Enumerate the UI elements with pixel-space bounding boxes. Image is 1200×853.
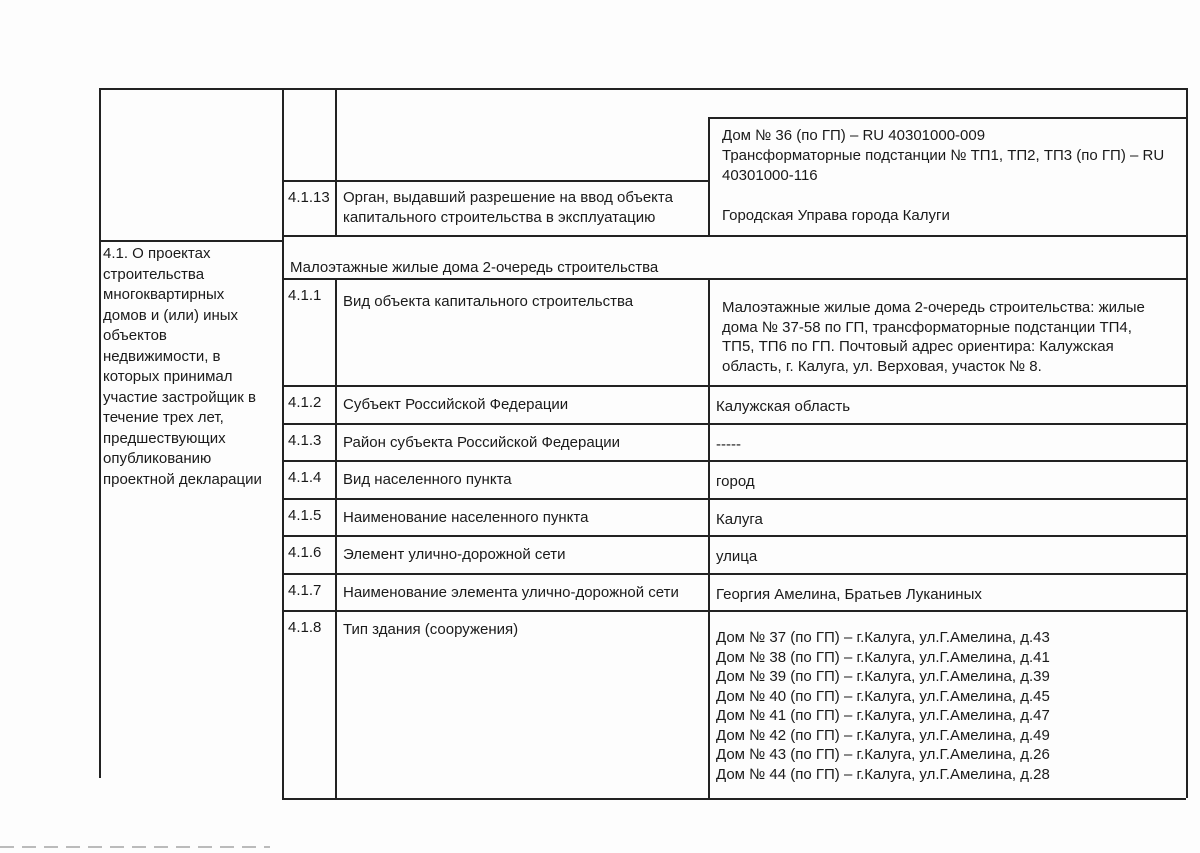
permit-line: 40301000-116 <box>722 167 818 184</box>
row-label: Наименование элемента улично-дорожной сети <box>343 584 679 601</box>
table-border <box>335 88 337 235</box>
row-number: 4.1.5 <box>288 507 322 524</box>
row-value: Дом № 38 (по ГП) – г.Калуга, ул.Г.Амелина, д.41 <box>716 648 1050 666</box>
table-border <box>282 385 1186 387</box>
table-border <box>282 573 1186 575</box>
row-label: Район субъекта Российской Федерации <box>343 434 621 451</box>
row-value: Калужская область <box>716 398 851 415</box>
row-value: улица <box>716 548 758 565</box>
row-label: Тип здания (сооружения) <box>343 621 519 638</box>
table-border <box>282 423 1186 425</box>
table-border <box>708 117 1186 119</box>
table-border <box>99 240 282 242</box>
table-border <box>282 498 1186 500</box>
table-border <box>282 88 284 798</box>
row-value: Дом № 37 (по ГП) – г.Калуга, ул.Г.Амелина, д.43 <box>716 629 1050 646</box>
table-border <box>708 278 710 798</box>
section-title: домов и (или) иных <box>103 306 239 324</box>
row-value: дома № 37-58 по ГП, трансформаторные подстанции ТП4, <box>722 318 1132 336</box>
section-title: многоквартирных <box>103 286 225 303</box>
row-number: 4.1.3 <box>288 432 322 449</box>
row-label: Элемент улично-дорожной сети <box>343 546 566 563</box>
row-number: 4.1.6 <box>288 544 322 561</box>
table-border <box>282 278 1186 280</box>
permit-line: Трансформаторные подстанции № ТП1, ТП2, ТП3 (по ГП) – RU <box>722 147 1165 164</box>
table-border <box>702 798 1186 800</box>
row-number: 4.1.4 <box>288 469 322 486</box>
row-label: Орган, выдавший разрешение на ввод объекта <box>343 189 673 206</box>
row-label: капитального строительства в эксплуатацию <box>343 209 656 226</box>
row-number: 4.1.13 <box>288 189 330 206</box>
table-border <box>99 88 101 778</box>
table-border <box>282 798 708 800</box>
table-border <box>99 88 1186 90</box>
permit-line: Дом № 36 (по ГП) – RU 40301000-009 <box>722 127 986 144</box>
row-number: 4.1.2 <box>288 394 322 411</box>
row-value: Дом № 40 (по ГП) – г.Калуга, ул.Г.Амелина, д.45 <box>716 687 1050 705</box>
row-value: ----- <box>716 436 741 453</box>
scan-artifact <box>0 846 270 848</box>
row-value: Дом № 42 (по ГП) – г.Калуга, ул.Г.Амелина, д.49 <box>716 726 1050 744</box>
row-value: город <box>716 473 755 490</box>
section-title: течение трех лет, <box>103 409 224 426</box>
row-label: Субъект Российской Федерации <box>343 396 569 413</box>
section-title: проектной декларации <box>103 470 262 488</box>
table-border <box>282 235 1186 237</box>
row-value: Дом № 41 (по ГП) – г.Калуга, ул.Г.Амелина, д.47 <box>716 707 1050 724</box>
row-value: область, г. Калуга, ул. Верховая, участок № 8. <box>722 357 1042 375</box>
section-title: недвижимости, в <box>103 347 221 365</box>
row-value: Городская Управа города Калуги <box>722 207 950 224</box>
row-number: 4.1.1 <box>288 287 322 304</box>
section-subheader: Малоэтажные жилые дома 2-очередь строительства <box>290 259 659 276</box>
row-value: Калуга <box>716 511 763 528</box>
section-title: объектов <box>103 327 167 344</box>
row-value: Дом № 43 (по ГП) – г.Калуга, ул.Г.Амелина, д.26 <box>716 746 1050 763</box>
table-border <box>282 610 1186 612</box>
row-value: Дом № 39 (по ГП) – г.Калуга, ул.Г.Амелина, д.39 <box>716 668 1050 685</box>
row-label: Вид объекта капитального строительства <box>343 293 634 310</box>
section-title: опубликованию <box>103 450 212 467</box>
row-number: 4.1.7 <box>288 582 322 599</box>
section-title: 4.1. О проектах <box>103 245 211 262</box>
section-title: которых принимал <box>103 368 233 385</box>
table-border <box>282 460 1186 462</box>
row-value: ТП5, ТП6 по ГП. Почтовый адрес ориентира: Калужская <box>722 338 1114 355</box>
row-value: Малоэтажные жилые дома 2-очередь строительства: жилые <box>722 299 1145 316</box>
row-label: Вид населенного пункта <box>343 471 512 488</box>
section-title: строительства <box>103 265 205 283</box>
table-border <box>708 117 710 235</box>
row-label: Наименование населенного пункта <box>343 509 589 526</box>
table-border <box>282 180 708 182</box>
table-border <box>335 278 337 798</box>
section-title: предшествующих <box>103 429 226 447</box>
table-border <box>1186 88 1188 798</box>
section-title: участие застройщик в <box>103 388 256 406</box>
table-border <box>282 535 1186 537</box>
row-value: Дом № 44 (по ГП) – г.Калуга, ул.Г.Амелина, д.28 <box>716 765 1050 783</box>
row-value: Георгия Амелина, Братьев Луканиных <box>716 586 982 603</box>
row-number: 4.1.8 <box>288 619 322 636</box>
